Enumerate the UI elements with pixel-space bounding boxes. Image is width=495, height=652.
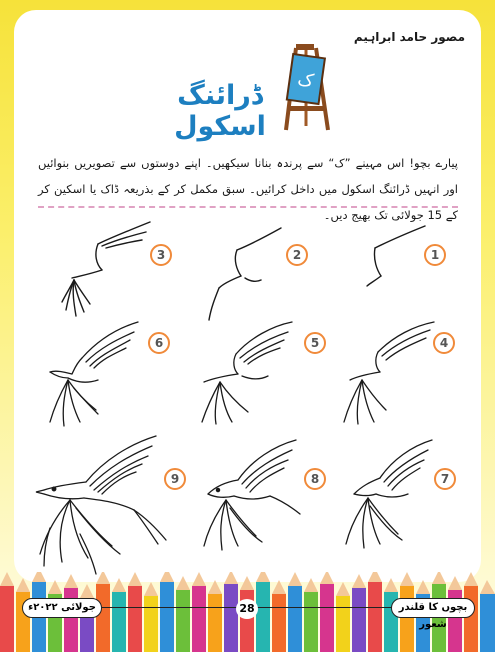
intro-paragraph: پیارے بچو! اس مہینے ”ک“ سے پرندہ بنانا سیکھیں۔ اپنے دوستوں سے تصویریں بنوائیں اور انہیں ڈرائنگ اسکول میں داخل کرائیں۔ سبق مکمل کر کے بذریعہ ڈاک یا اسکین کر کے 15 جولائی تک بھیج دیں۔	[38, 156, 458, 222]
step-badge-9: 9	[164, 468, 186, 490]
bird-sketch-3	[60, 220, 155, 320]
step-6	[42, 318, 147, 430]
step-8	[196, 436, 306, 556]
magazine-name: بچوں کا قلندر شعور	[391, 598, 475, 618]
step-3	[60, 220, 155, 320]
bird-sketch-1	[365, 224, 455, 304]
bird-sketch-8	[196, 436, 306, 556]
bird-sketch-5	[198, 318, 298, 428]
easel-letter: ک	[296, 68, 316, 92]
page-title: ڈرائنگ اسکول	[174, 80, 266, 142]
step-1	[365, 224, 455, 304]
step-badge-8: 8	[304, 468, 326, 490]
step-badge-2: 2	[286, 244, 308, 266]
bird-sketch-9	[30, 434, 170, 580]
step-badge-6: 6	[148, 332, 170, 354]
step-badge-7: 7	[434, 468, 456, 490]
issue-date: جولائی ۲۰۲۲ء	[22, 598, 102, 618]
step-badge-1: 1	[424, 244, 446, 266]
step-2	[205, 224, 295, 324]
step-7	[340, 436, 440, 556]
bird-sketch-4	[338, 318, 438, 428]
step-badge-4: 4	[433, 332, 455, 354]
bird-sketch-6	[42, 318, 147, 430]
step-badge-3: 3	[150, 244, 172, 266]
easel-icon	[282, 42, 332, 136]
step-badge-5: 5	[304, 332, 326, 354]
artist-credit: مصور حامد ابراہیم	[353, 30, 465, 44]
step-4	[338, 318, 438, 428]
bird-sketch-2	[205, 224, 295, 324]
bird-sketch-7	[340, 436, 440, 556]
divider	[38, 206, 458, 208]
step-5	[198, 318, 298, 428]
page-number: 28	[236, 599, 258, 619]
step-9	[30, 434, 170, 580]
